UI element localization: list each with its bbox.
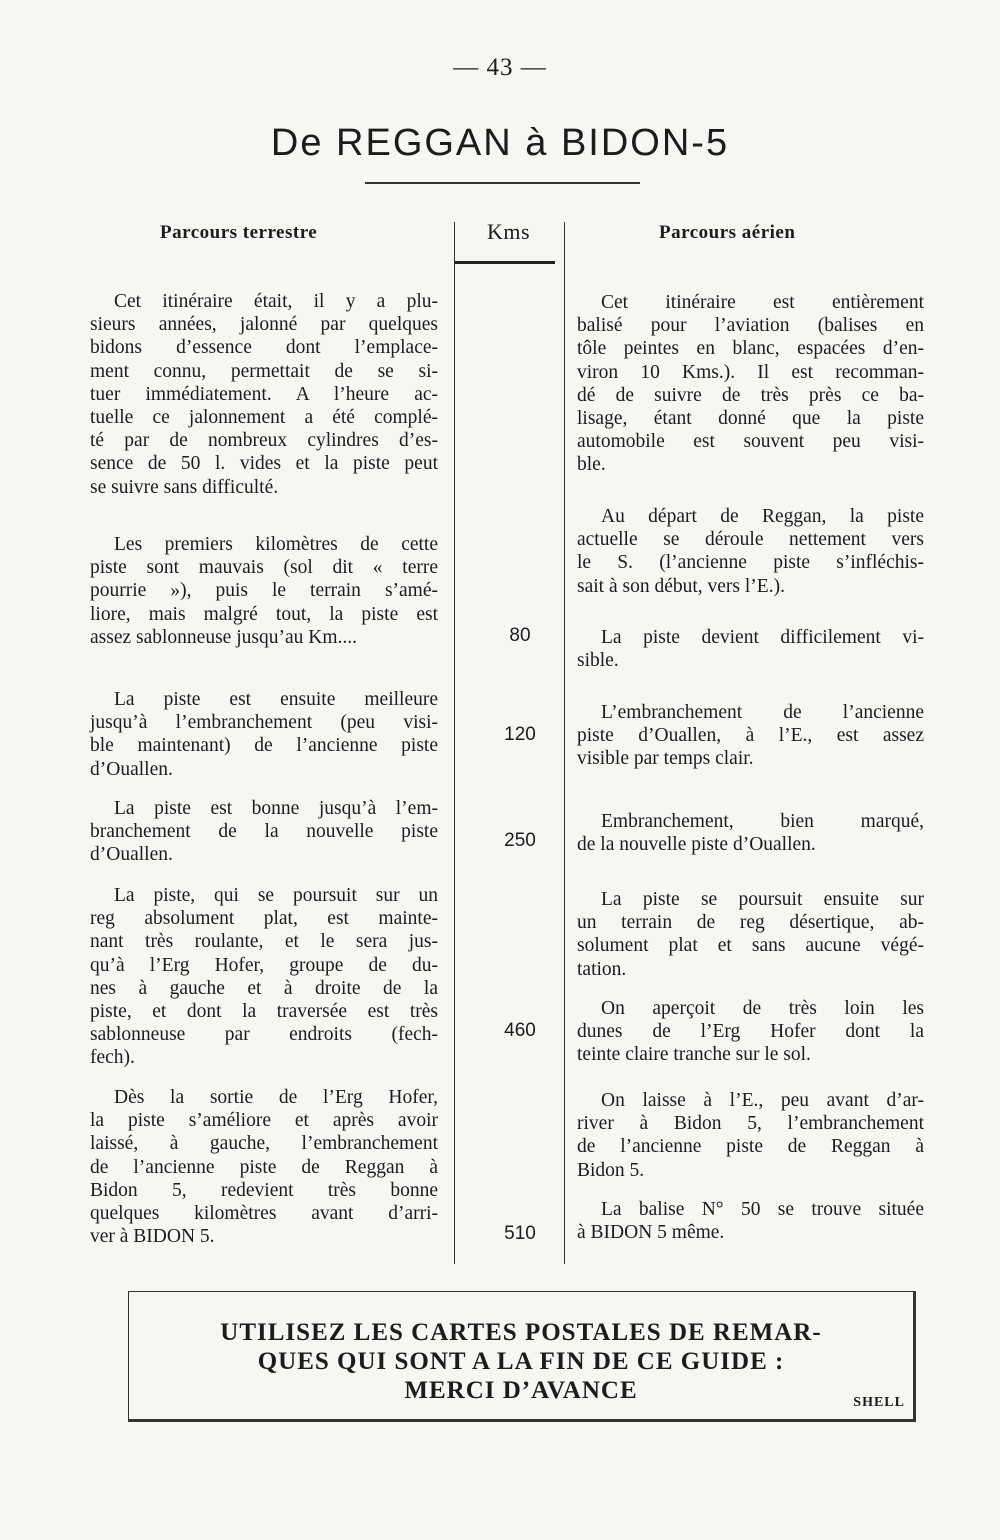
- text-line: piste, et dont la traversée est très: [90, 1001, 438, 1023]
- text-line: dé de suivre de très près ce ba-: [577, 384, 924, 406]
- text-line: piste d’Ouallen, à l’E., est assez: [577, 725, 924, 747]
- text-line: L’embranchement de l’ancienne: [601, 702, 924, 723]
- text-line: quelques kilomètres avant d’arri-: [90, 1203, 438, 1225]
- notice-line: UTILISEZ LES CARTES POSTALES DE REMAR-: [220, 1319, 822, 1346]
- text-line: sait à son début, vers l’E.).: [577, 575, 785, 597]
- text-line: fech).: [90, 1047, 135, 1069]
- text-line: solument plat et sans aucune végé-: [577, 935, 924, 957]
- text-line: qu’à l’Erg Hofer, groupe de du-: [90, 954, 438, 976]
- text-line: automobile est souvent peu visi-: [577, 431, 924, 453]
- text-line: Bidon 5, redevient très bonne: [90, 1179, 438, 1201]
- km-value: 120: [504, 724, 536, 745]
- text-line: Bidon 5.: [577, 1159, 645, 1181]
- air-paragraph: [577, 1198, 924, 1244]
- air-paragraph: [577, 291, 924, 477]
- text-line: ver à BIDON 5.: [90, 1226, 215, 1248]
- text-line: ment connu, permettait de se si-: [90, 360, 438, 382]
- text-line: té par de nombreux cylindres d’es-: [90, 430, 438, 452]
- text-line: On laisse à l’E., peu avant d’ar-: [601, 1090, 924, 1111]
- air-paragraph: [577, 997, 924, 1067]
- text-line: La piste est ensuite meilleure: [114, 689, 438, 710]
- air-paragraph: [577, 810, 924, 856]
- notice-text: [129, 1318, 913, 1405]
- km-header-rule: [454, 261, 555, 264]
- text-line: reg absolument plat, est mainte-: [90, 908, 438, 930]
- text-line: de l’ancienne piste de Reggan à: [577, 1136, 924, 1158]
- km-value: 460: [504, 1020, 536, 1041]
- column-divider-left: [454, 222, 455, 1264]
- land-paragraph: [90, 533, 438, 649]
- text-line: La balise N° 50 se trouve située: [601, 1199, 924, 1220]
- text-line: d’Ouallen.: [90, 758, 173, 780]
- text-line: laissé, à gauche, l’embranchement: [90, 1133, 438, 1155]
- text-line: d’Ouallen.: [90, 844, 173, 866]
- text-line: Cet itinéraire était, il y a plu-: [114, 291, 438, 312]
- text-line: tation.: [577, 958, 627, 980]
- text-line: On aperçoit de très loin les: [601, 998, 924, 1019]
- air-paragraph: [577, 626, 924, 672]
- text-line: tuelle ce jalonnement a été complé-: [90, 407, 438, 429]
- text-line: un terrain de reg désertique, ab-: [577, 912, 924, 934]
- text-line: La piste, qui se poursuit sur un: [114, 885, 438, 906]
- text-line: visible par temps clair.: [577, 748, 754, 770]
- text-line: piste sont mauvais (sol dit « terre: [90, 557, 438, 579]
- km-value: 80: [509, 625, 531, 646]
- text-line: sence de 50 l. vides et la piste peut: [90, 453, 438, 475]
- text-line: branchement de la nouvelle piste: [90, 821, 438, 843]
- land-paragraph: [90, 797, 438, 867]
- text-line: tuer immédiatement. A l’heure ac-: [90, 383, 438, 405]
- text-line: Dès la sortie de l’Erg Hofer,: [114, 1087, 438, 1108]
- notice-box: [128, 1291, 916, 1422]
- header-km: Kms: [487, 219, 531, 244]
- text-line: assez sablonneuse jusqu’au Km....: [90, 626, 357, 648]
- text-line: sieurs années, jalonné par quelques: [90, 314, 438, 336]
- text-line: actuelle se déroule nettement vers: [577, 529, 924, 551]
- text-line: tôle peintes en blanc, espacées d’en-: [577, 338, 924, 360]
- text-line: river à Bidon 5, l’embranchement: [577, 1113, 924, 1135]
- header-land-route: Parcours terrestre: [160, 222, 318, 243]
- air-paragraph: [577, 888, 924, 981]
- km-value: 250: [504, 830, 536, 851]
- text-line: pourrie »), puis le terrain s’amé-: [90, 580, 438, 602]
- page-number: — 43 —: [453, 54, 547, 81]
- text-line: nant très roulante, et le sera jus-: [90, 931, 438, 953]
- text-line: sible.: [577, 650, 619, 672]
- km-value: 510: [504, 1223, 536, 1244]
- air-paragraph: [577, 1089, 924, 1182]
- text-line: Les premiers kilomètres de cette: [114, 534, 438, 555]
- text-line: sablonneuse par endroits (fech-: [90, 1024, 438, 1046]
- text-line: de l’ancienne piste de Reggan à: [90, 1156, 438, 1178]
- notice-line: MERCI D’AVANCE: [404, 1377, 638, 1404]
- text-line: à BIDON 5 même.: [577, 1222, 725, 1244]
- brand-label: SHELL: [853, 1395, 905, 1410]
- text-line: nes à gauche et à droite de la: [90, 977, 438, 999]
- page-title: De REGGAN à BIDON-5: [270, 122, 730, 164]
- land-paragraph: [90, 290, 438, 499]
- text-line: jusqu’à l’embranchement (peu visi-: [90, 712, 438, 734]
- text-line: dunes de l’Erg Hofer dont la: [577, 1021, 924, 1043]
- text-line: viron 10 Kms.). Il est recomman-: [577, 361, 924, 383]
- land-paragraph: [90, 688, 438, 781]
- land-paragraph: [90, 884, 438, 1070]
- text-line: la piste s’améliore et après avoir: [90, 1110, 438, 1132]
- text-line: de la nouvelle piste d’Ouallen.: [577, 834, 816, 856]
- text-line: liore, mais malgré tout, la piste est: [90, 603, 438, 625]
- air-paragraph: [577, 505, 924, 598]
- text-line: ble.: [577, 454, 606, 476]
- air-paragraph: [577, 701, 924, 771]
- text-line: le S. (l’ancienne piste s’infléchis-: [577, 552, 924, 574]
- text-line: La piste devient difficilement vi-: [601, 627, 924, 648]
- text-line: Au départ de Reggan, la piste: [601, 506, 924, 527]
- text-line: se suivre sans difficulté.: [90, 476, 279, 498]
- text-line: ble maintenant) de l’ancienne piste: [90, 735, 438, 757]
- title-underline: [365, 182, 640, 184]
- text-line: La piste est bonne jusqu’à l’em-: [114, 798, 438, 819]
- text-line: Cet itinéraire est entièrement: [601, 292, 924, 313]
- header-air-route: Parcours aérien: [659, 222, 796, 243]
- text-line: Embranchement, bien marqué,: [601, 811, 924, 832]
- notice-line: QUES QUI SONT A LA FIN DE CE GUIDE :: [257, 1348, 785, 1375]
- text-line: bidons d’essence dont l’emplace-: [90, 337, 438, 359]
- text-line: La piste se poursuit ensuite sur: [601, 889, 924, 910]
- land-paragraph: [90, 1086, 438, 1248]
- text-line: balisé pour l’aviation (balises en: [577, 315, 924, 337]
- text-line: teinte claire tranche sur le sol.: [577, 1044, 811, 1066]
- text-line: lisage, étant donné que la piste: [577, 408, 924, 430]
